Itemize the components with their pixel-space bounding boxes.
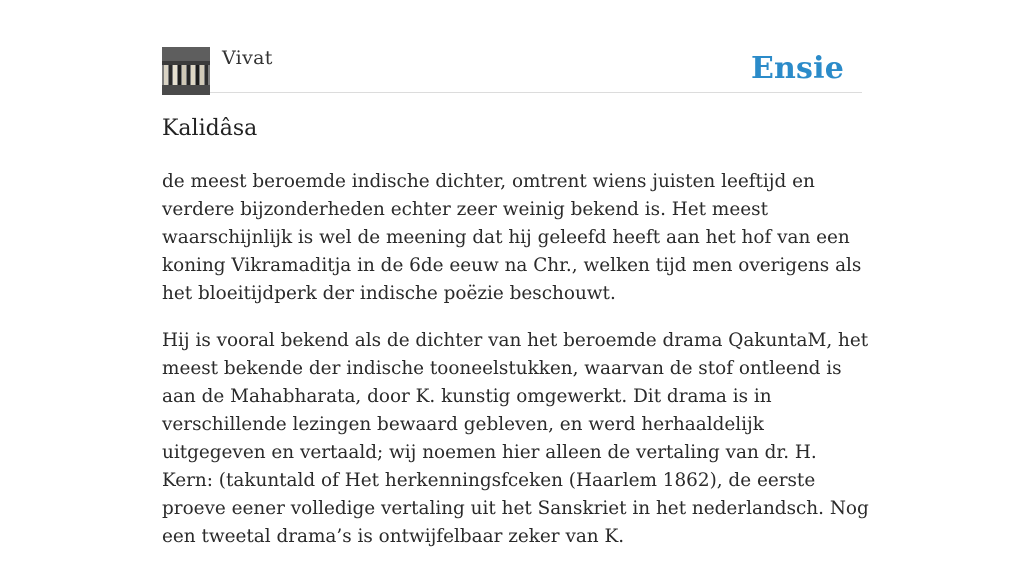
page-title: Kalidâsa (162, 116, 258, 141)
brand-logo[interactable]: Ensie (750, 51, 844, 86)
article-paragraph: de meest beroemde indische dichter, omtrent wiens juisten leeftijd en verdere bijzonderheden echter zeer weinig bekend is. Het meest waarschijnlijk is wel de meening dat hij geleefd heeft aan het hof van een koning Vikramaditja in de 6de eeuw na Chr., welken tijd men overigens als het bloeitijdperk der indische poëzie beschouwt. (162, 171, 862, 304)
article-body (162, 168, 872, 570)
book-spines-avatar-icon (162, 47, 210, 95)
author-name[interactable]: Vivat (222, 47, 273, 69)
header (162, 46, 862, 93)
avatar[interactable] (162, 47, 210, 95)
article-paragraph: Hij is vooral bekend als de dichter van het beroemde drama QakuntaM, het meest bekende der indische tooneelstukken, waarvan de stof ontleend is aan de Mahabharata, door K. kunstig omgewerkt. Dit drama is in verschillende lezingen bewaard gebleven, en werd herhaaldelijk uitgegeven en vertaald; wij noemen hier alleen de vertaling van dr. H. Kern: (takuntald of Het herkenningsfceken (Haarlem 1862), de eerste proeve eener volledige vertaling uit het Sanskriet in het nederlandsch. Nog een tweetal drama’s is ontwijfelbaar zeker van K. (162, 330, 869, 547)
